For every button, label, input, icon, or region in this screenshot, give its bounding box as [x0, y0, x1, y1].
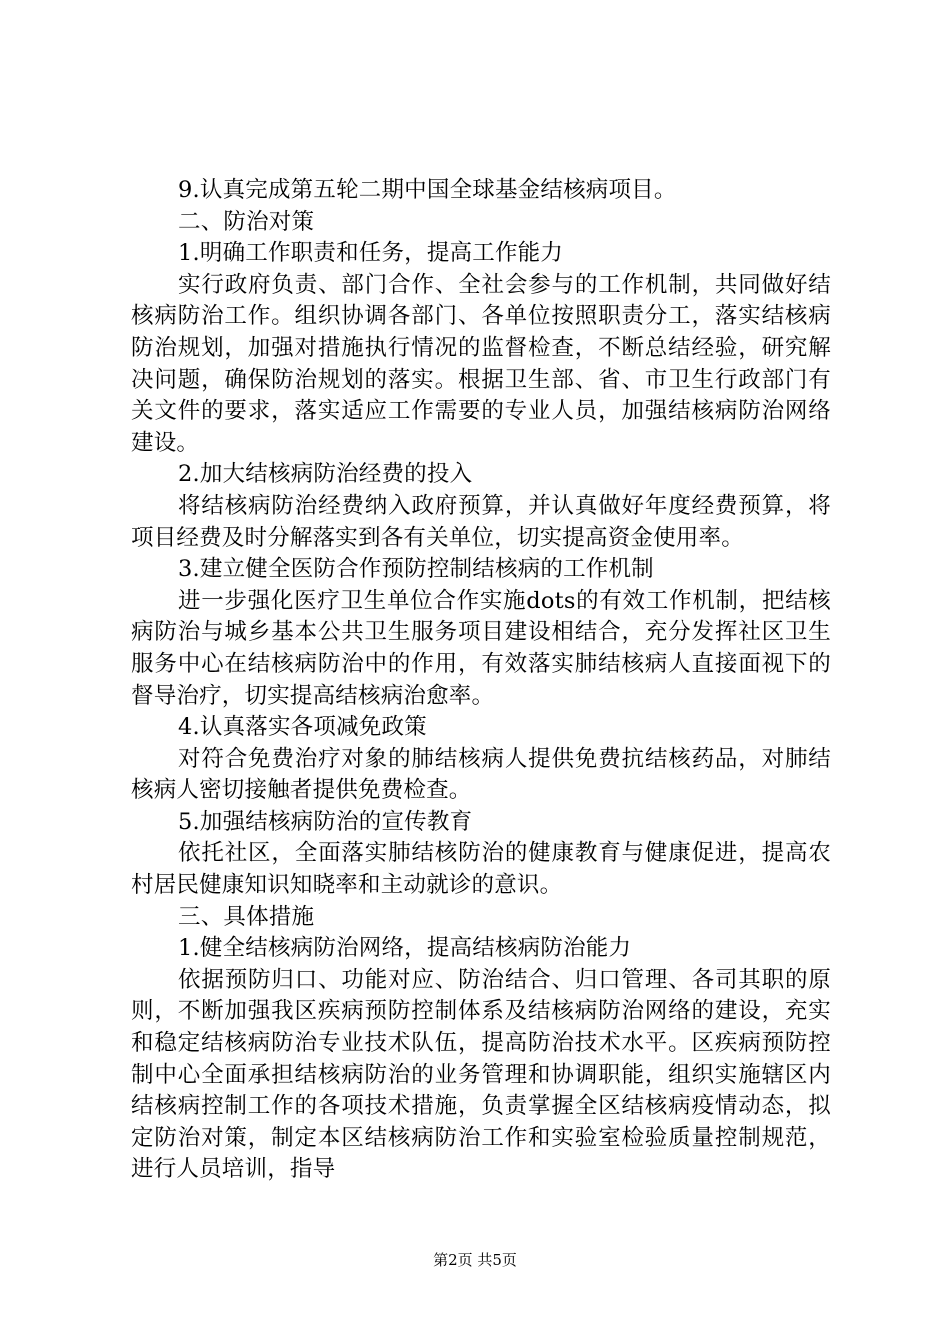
paragraph-2-1: 实行政府负责、部门合作、全社会参与的工作机制，共同做好结核病防治工作。组织协调各部门、各单位按照职责分工，落实结核病防治规划，加强对措施执行情况的监督检查，不断总结经验，研究解决问题，确保防治规划的落实。根据卫生部、省、市卫生行政部门有关文件的要求，落实适应工作需要的专业人员，加强结核病防治网络建设。	[131, 271, 831, 456]
paragraph-2-2: 将结核病防治经费纳入政府预算，并认真做好年度经费预算，将项目经费及时分解落实到各有关单位，切实提高资金使用率。	[131, 492, 831, 551]
subheading-2-4: 4.认真落实各项减免政策	[178, 714, 427, 741]
paragraph-3-1: 依据预防归口、功能对应、防治结合、归口管理、各司其职的原则，不断加强我区疾病预防控制体系及结核病防治网络的建设，充实和稳定结核病防治专业技术队伍，提高防治技术水平。区疾病预防控制中心全面承担结核病防治的业务管理和协调职能，组织实施辖区内结核病控制工作的各项技术措施，负责掌握全区结核病疫情动态，拟定防治对策，制定本区结核病防治工作和实验室检验质量控制规范，进行人员培训，指导	[131, 966, 831, 1183]
subheading-2-1: 1.明确工作职责和任务，提高工作能力	[178, 240, 564, 267]
paragraph-2-5: 依托社区，全面落实肺结核防治的健康教育与健康促进，提高农村居民健康知识知晓率和主动就诊的意识。	[131, 840, 831, 899]
subheading-2-3: 3.建立健全医防合作预防控制结核病的工作机制	[178, 556, 654, 583]
subheading-2-5: 5.加强结核病防治的宣传教育	[178, 808, 473, 835]
page-footer: 第2页 共5页	[433, 1251, 517, 1269]
section-3-heading: 三、具体措施	[178, 903, 315, 930]
document-body	[131, 175, 831, 1186]
paragraph-2-4: 对符合免费治疗对象的肺结核病人提供免费抗结核药品，对肺结核病人密切接触者提供免费检查。	[131, 745, 831, 804]
paragraph-2-3: 进一步强化医疗卫生单位合作实施dots的有效工作机制，把结核病防治与城乡基本公共卫生服务项目建设相结合，充分发挥社区卫生服务中心在结核病防治中的作用，有效落实肺结核病人直接面视下的督导治疗，切实提高结核病治愈率。	[131, 587, 831, 709]
subheading-3-1: 1.健全结核病防治网络，提高结核病防治能力	[178, 935, 632, 962]
item-9-heading: 9.认真完成第五轮二期中国全球基金结核病项目。	[178, 177, 677, 203]
section-2-heading: 二、防治对策	[178, 208, 315, 235]
subheading-2-2: 2.加大结核病防治经费的投入	[178, 461, 473, 488]
